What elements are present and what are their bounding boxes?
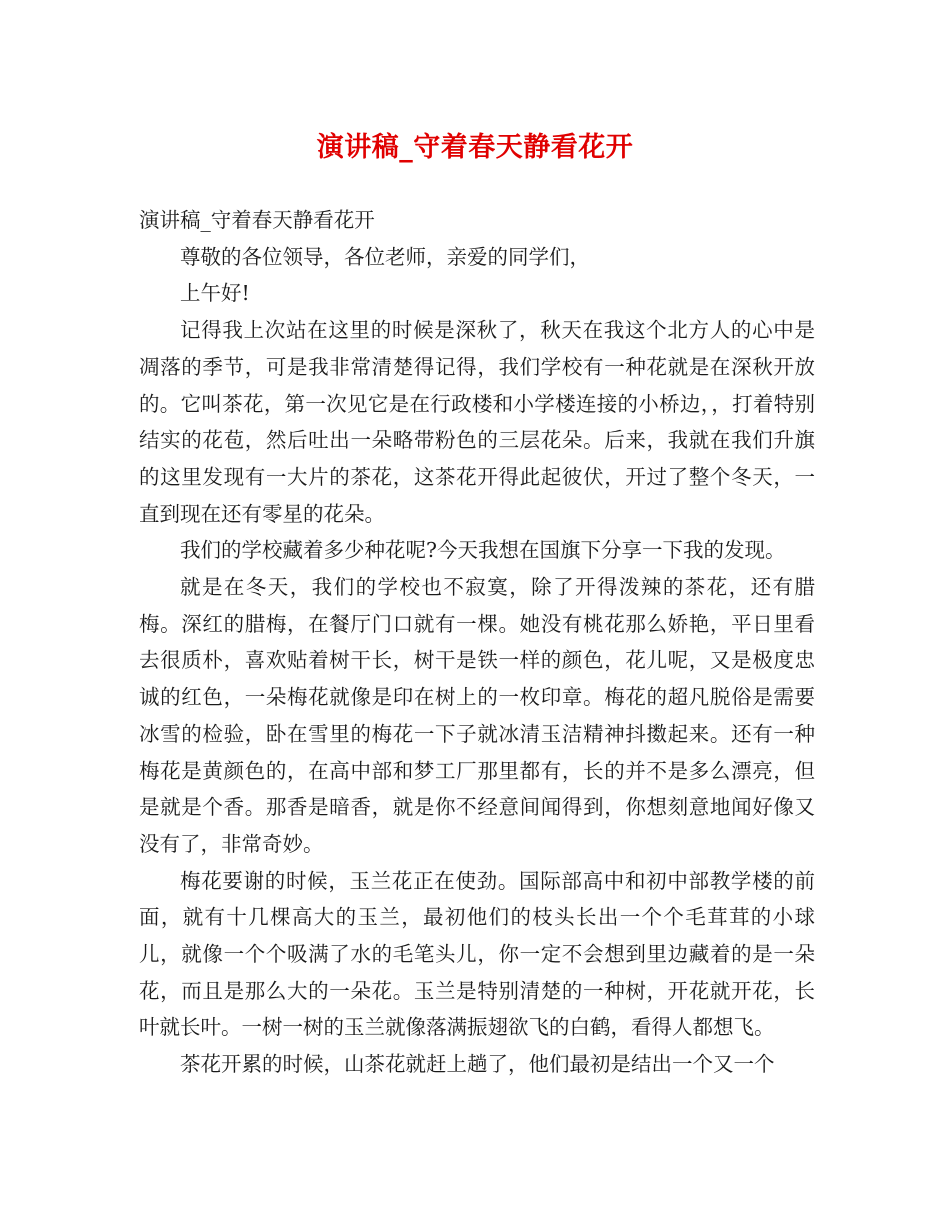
greeting-paragraph: 上午好! — [180, 281, 250, 306]
greeting-paragraph: 尊敬的各位领导，各位老师，亲爱的同学们， — [180, 244, 590, 269]
body-paragraph: 茶花开累的时候，山茶花就赶上趟了，他们最初是结出一个又一个 — [180, 1052, 775, 1077]
document-body — [139, 202, 815, 1083]
body-paragraph: 我们的学校藏着多少种花呢?今天我想在国旗下分享一下我的发现。 — [180, 538, 786, 563]
body-paragraph: 梅花要谢的时候，玉兰花正在使劲。国际部高中和初中部教学楼的前面，就有十几棵高大的玉兰，最初他们的枝头长出一个个毛茸茸的小球儿，就像一个个吸满了水的毛笔头儿，你一定不会想到里边藏着的是一朵花，而且是那么大的一朵花。玉兰是特别清楚的一种树，开花就开花，长叶就长叶。一树一树的玉兰就像落满振翅欲飞的白鹤，看得人都想飞。 — [139, 868, 815, 1040]
body-paragraph: 记得我上次站在这里的时候是深秋了，秋天在我这个北方人的心中是凋落的季节，可是我非常清楚得记得，我们学校有一种花就是在深秋开放的。它叫茶花，第一次见它是在行政楼和小学楼连接的小桥边，，打着特别结实的花苞，然后吐出一朵略带粉色的三层花朵。后来，我就在我们升旗的这里发现有一大片的茶花，这茶花开得此起彼伏，开过了整个冬天，一直到现在还有零星的花朵。 — [139, 318, 815, 526]
body-paragraph: 就是在冬天，我们的学校也不寂寞，除了开得泼辣的茶花，还有腊梅。深红的腊梅，在餐厅门口就有一棵。她没有桃花那么娇艳，平日里看去很质朴，喜欢贴着树干长，树干是铁一样的颜色，花儿呢，又是极度忠诚的红色，一朵梅花就像是印在树上的一枚印章。梅花的超凡脱俗是需要冰雪的检验，卧在雪里的梅花一下子就冰清玉洁精神抖擞起来。还有一种梅花是黄颜色的，在高中部和梦工厂那里都有，长的并不是多么漂亮，但是就是个香。那香是暗香，就是你不经意间闻得到，你想刻意地闻好像又没有了，非常奇妙。 — [139, 575, 815, 856]
subtitle-line: 演讲稿_守着春天静看花开 — [139, 208, 375, 232]
document-title: 演讲稿_守着春天静看花开 — [316, 132, 634, 163]
